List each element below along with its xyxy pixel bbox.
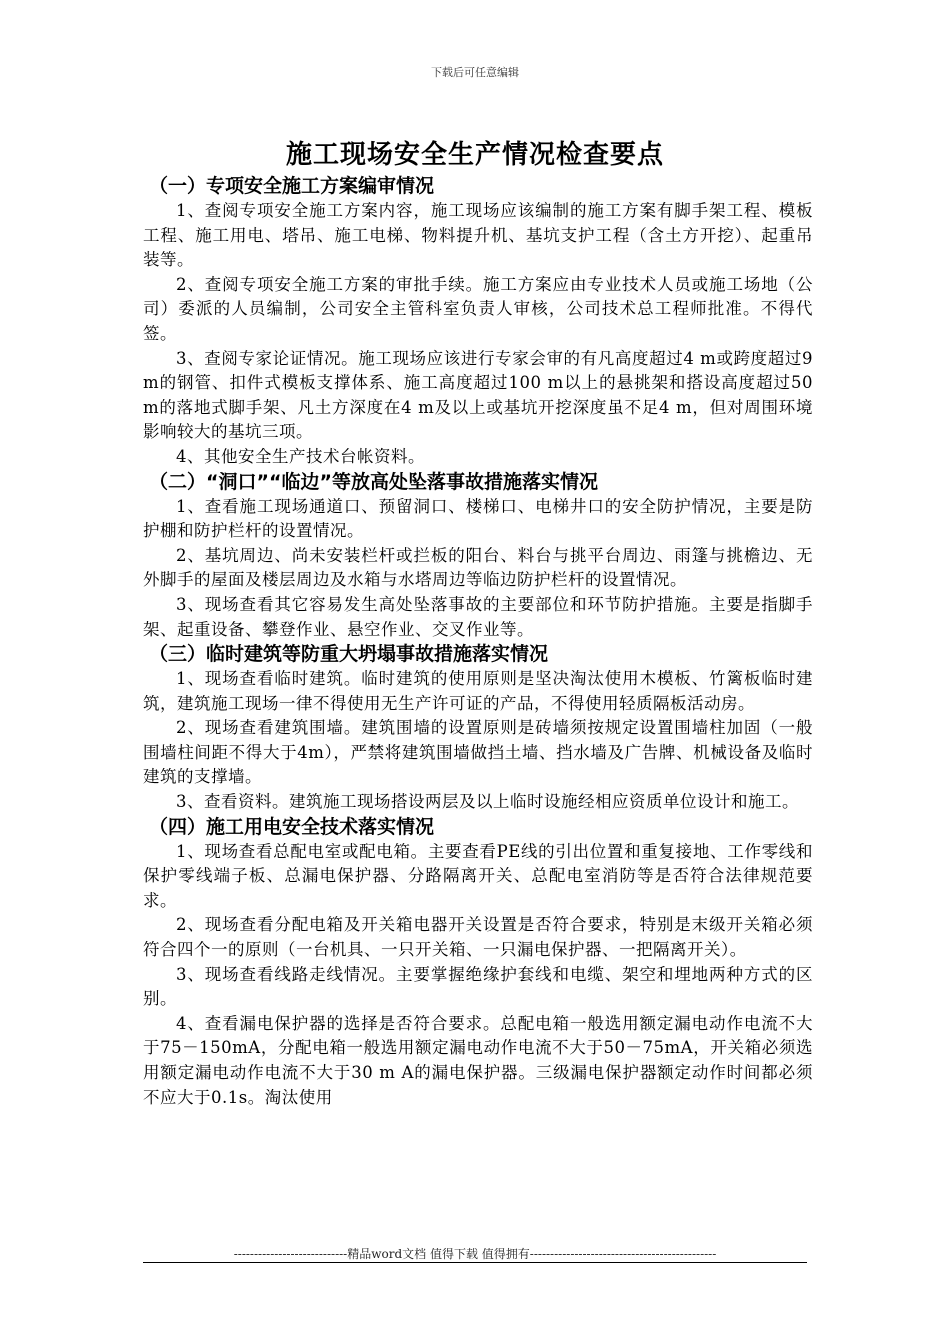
paragraph: 3、查阅专家论证情况。施工现场应该进行专家会审的有凡高度超过4 m或跨度超过9 m的钢管、扣件式模板支撑体系、施工高度超过100 m以上的悬挑架和搭设高度超过50 m的落地式脚手架、凡土方深度在4 m及以上或基坑开挖深度虽不足4 m，但对周围环境影响较大的基坑三项。	[143, 348, 813, 442]
paragraph: 2、现场查看分配电箱及开关箱电器开关设置是否符合要求，特别是末级开关箱必须符合四个一的原则（一台机具、一只开关箱、一只漏电保护器、一把隔离开关）。	[143, 915, 813, 960]
section-1	[143, 174, 813, 470]
section-3	[143, 642, 813, 815]
header-note: 下载后可任意编辑	[431, 66, 519, 79]
footer-note: ----------------------------精品word文档 值得下载 值得拥有----------------------------------------------	[233, 1247, 717, 1261]
paragraph: 1、查阅专项安全施工方案内容，施工现场应该编制的施工方案有脚手架工程、模板工程、施工用电、塔吊、施工电梯、物料提升机、基坑支护工程（含土方开挖）、起重吊装等。	[143, 201, 813, 270]
document-body	[143, 174, 813, 1110]
page-title: 施工现场安全生产情况检查要点	[285, 140, 664, 170]
paragraph: 4、查看漏电保护器的选择是否符合要求。总配电箱一般选用额定漏电动作电流不大于75－150mA，分配电箱一般选用额定漏电动作电流不大于50－75mA，开关箱必须选用额定漏电动作电流不大于30 m A的漏电保护器。三级漏电保护器额定动作时间都必须不应大于0.1s。淘汰使用	[143, 1013, 813, 1107]
section-2	[143, 470, 813, 643]
section-heading: （四）施工用电安全技术落实情况	[149, 815, 435, 838]
section-4	[143, 815, 813, 1111]
paragraph: 3、查看资料。建筑施工现场搭设两层及以上临时设施经相应资质单位设计和施工。	[176, 792, 799, 812]
paragraph: 2、查阅专项安全施工方案的审批手续。施工方案应由专业技术人员或施工场地（公司）委派的人员编制，公司安全主管科室负责人审核，公司技术总工程师批准。不得代签。	[143, 274, 813, 343]
paragraph: 1、现场查看总配电室或配电箱。主要查看PE线的引出位置和重复接地、工作零线和保护零线端子板、总漏电保护器、分路隔离开关、总配电室消防等是否符合法律规范要求。	[143, 841, 813, 910]
section-heading: （一）专项安全施工方案编审情况	[149, 175, 435, 197]
paragraph: 2、基坑周边、尚未安装栏杆或拦板的阳台、料台与挑平台周边、雨篷与挑檐边、无外脚手的屋面及楼层周边及水箱与水塔周边等临边防护栏杆的设置情况。	[143, 545, 813, 590]
section-heading: （三）临时建筑等防重大坍塌事故措施落实情况	[149, 643, 549, 666]
footer-divider	[143, 1262, 807, 1263]
paragraph: 4、其他安全生产技术台帐资料。	[176, 446, 425, 466]
paragraph: 3、现场查看其它容易发生高处坠落事故的主要部位和环节防护措施。主要是指脚手架、起重设备、攀登作业、悬空作业、交叉作业等。	[143, 594, 813, 639]
paragraph: 1、查看施工现场通道口、预留洞口、楼梯口、电梯井口的安全防护情况，主要是防护棚和防护栏杆的设置情况。	[143, 496, 813, 541]
paragraph: 1、现场查看临时建筑。临时建筑的使用原则是坚决淘汰使用木模板、竹篱板临时建筑，建筑施工现场一律不得使用无生产许可证的产品，不得使用轻质隔板活动房。	[143, 669, 813, 713]
section-heading: （二）“洞口”“临边”等放高处坠落事故措施落实情况	[149, 470, 598, 493]
paragraph: 3、现场查看线路走线情况。主要掌握绝缘护套线和电缆、架空和埋地两种方式的区别。	[143, 964, 813, 1009]
paragraph: 2、现场查看建筑围墙。建筑围墙的设置原则是砖墙须按规定设置围墙柱加固（一般围墙柱间距不得大于4m），严禁将建筑围墙做挡土墙、挡水墙及广告牌、机械设备及临时建筑的支撑墙。	[143, 718, 813, 787]
